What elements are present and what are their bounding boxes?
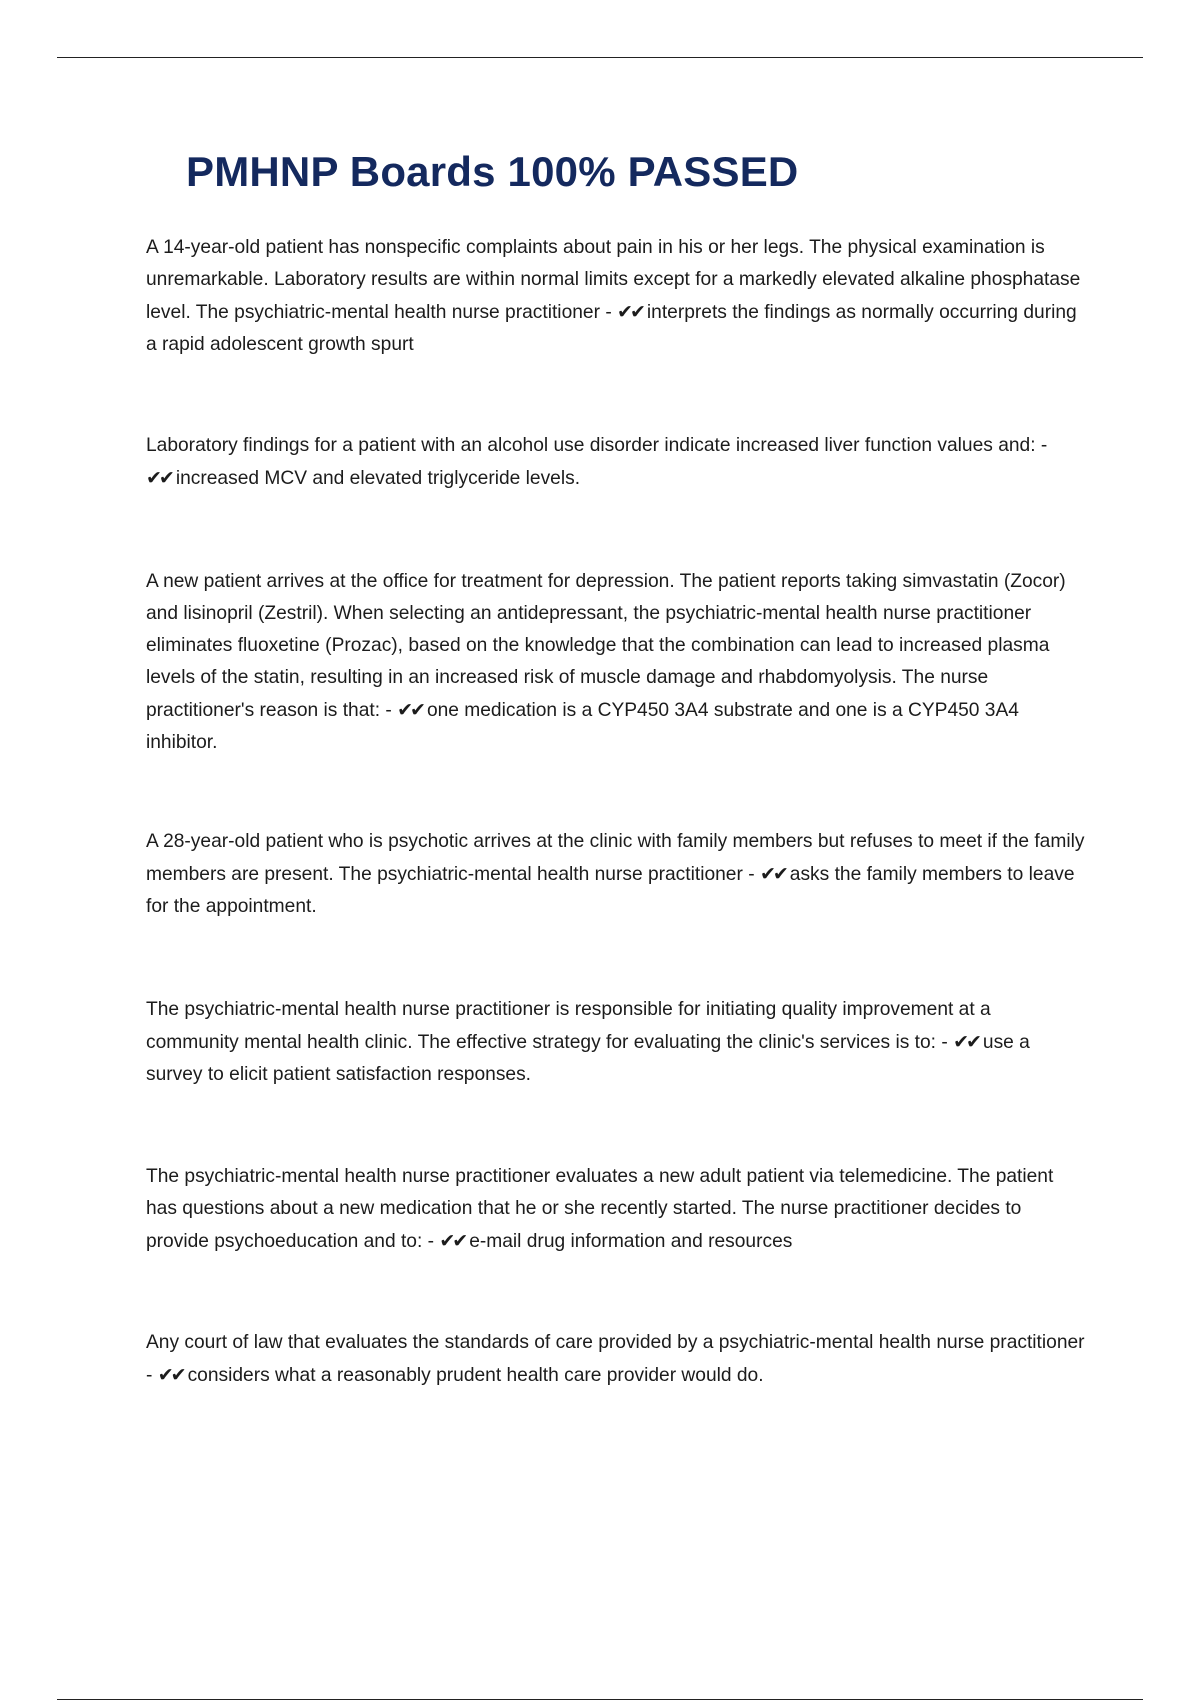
double-check-icon: ✔✔ [157,1364,184,1386]
question-text: A new patient arrives at the office for treatment for depression. The patient reports taking simvastatin (Zocor) and lisinopril (Zestril). When selecting an antidepressant, the psychiatric-mental health nurse practitioner eliminates fluoxetine (Prozac), based on the knowledge that the combination can lead to increased plasma levels of the statin, resulting in an increased risk of muscle damage and rhabdomyolysis. The nurse practitioner's reason is that: [146,571,1066,721]
double-check-icon: ✔✔ [617,301,643,323]
separator: - [742,864,760,885]
separator: - [380,700,398,721]
qa-item [146,1161,1086,1258]
question-text: A 14-year-old patient has nonspecific complaints about pain in his or her legs. The physical examination is unremarkable. Laboratory results are within normal limits except for a markedly elevated alkaline phosphatase level. The psychiatric-mental health nurse practitioner [146,237,1081,323]
separator: - [936,1032,954,1053]
separator: - [422,1231,440,1252]
question-text: Any court of law that evaluates the standards of care provided by a psychiatric-mental health nurse practitioner [146,1332,1085,1353]
answer-text: considers what a reasonably prudent health care provider would do. [187,1365,764,1386]
answer-text: use a survey to elicit patient satisfaction responses. [146,1032,1030,1085]
qa-item [146,566,1086,759]
answer-text: interprets the findings as normally occurring during a rapid adolescent growth spurt [146,302,1077,355]
question-text: Laboratory findings for a patient with an alcohol use disorder indicate increased liver function values and: [146,435,1036,456]
header-rule [57,57,1143,58]
qa-item [146,1327,1086,1392]
question-text: The psychiatric-mental health nurse practitioner evaluates a new adult patient via telemedicine. The patient has questions about a new medication that he or she recently started. The nurse practitioner decides to provide psychoeducation and to: [146,1166,1054,1252]
document-title: PMHNP Boards 100% PASSED [186,148,799,195]
separator: - [1035,435,1048,456]
question-text: The psychiatric-mental health nurse practitioner is responsible for initiating quality improvement at a community mental health clinic. The effective strategy for evaluating the clinic's services is to: [146,999,991,1053]
qa-item [146,994,1086,1091]
separator: - [146,1365,158,1386]
question-text: A 28-year-old patient who is psychotic arrives at the clinic with family members but refuses to meet if the family members are present. The psychiatric-mental health nurse practitioner [146,831,1085,885]
double-check-icon: ✔✔ [759,863,786,885]
double-check-icon: ✔✔ [439,1230,466,1252]
double-check-icon: ✔✔ [397,699,423,721]
double-check-icon: ✔✔ [953,1031,979,1053]
qa-item [146,232,1086,361]
separator: - [599,302,618,323]
answer-text: increased MCV and elevated triglyceride levels. [175,468,581,489]
qa-item [146,826,1086,923]
answer-text: e-mail drug information and resources [469,1231,793,1252]
qa-item [146,430,1086,495]
double-check-icon: ✔✔ [146,467,172,489]
answer-text: one medication is a CYP450 3A4 substrate and one is a CYP450 3A4 inhibitor. [146,700,1019,753]
answer-text: asks the family members to leave for the appointment. [146,864,1075,917]
